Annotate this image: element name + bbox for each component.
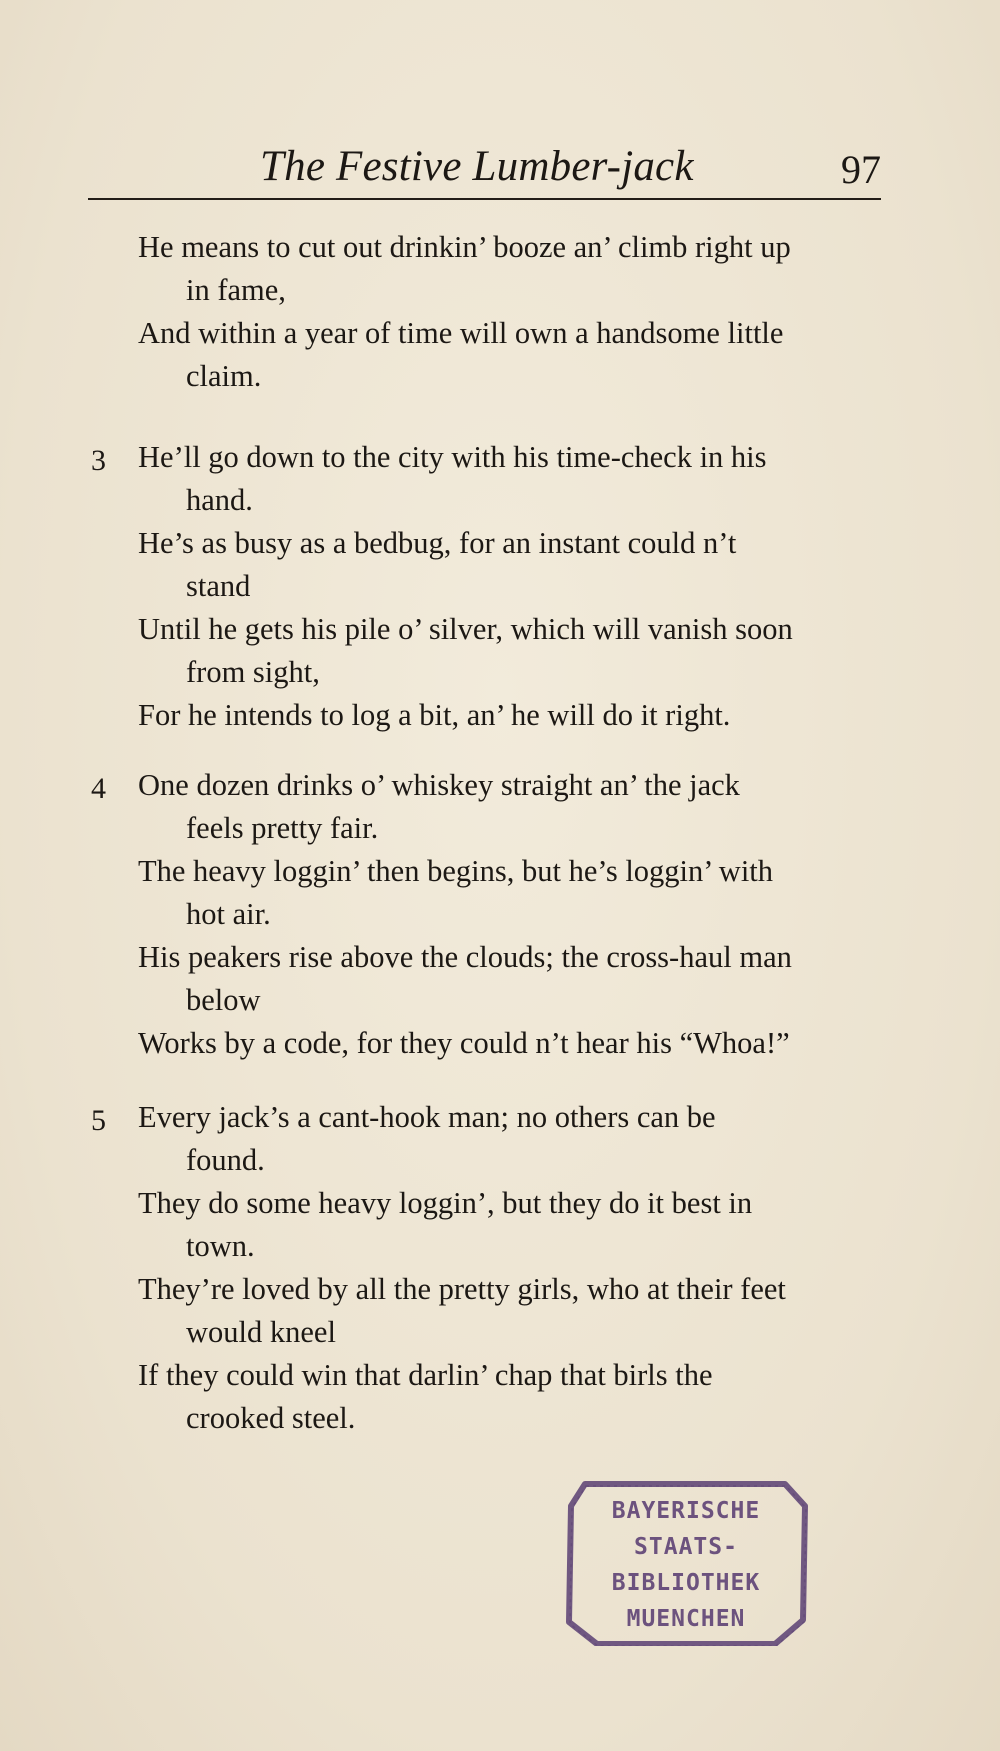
verse-line: For he intends to log a bit, an’ he will do it right. bbox=[138, 698, 731, 732]
verse-line: He means to cut out drinkin’ booze an’ climb right up in fame, bbox=[138, 230, 791, 307]
verse-line: Works by a code, for they could n’t hear his “Whoa!” bbox=[138, 1026, 790, 1060]
verse-line: And within a year of time will own a handsome little claim. bbox=[138, 316, 784, 393]
verse-line: Until he gets his pile o’ silver, which will vanish soon from sight, bbox=[138, 612, 793, 689]
page-number: 97 bbox=[841, 147, 881, 192]
verse-line: They do some heavy loggin’, but they do it best in town. bbox=[138, 1186, 753, 1263]
verse-line: He’s as busy as a bedbug, for an instant could n’t stand bbox=[138, 526, 737, 603]
running-header bbox=[88, 136, 881, 200]
verse-line: He’ll go down to the city with his time-check in his hand. bbox=[138, 440, 767, 517]
verse-line: They’re loved by all the pretty girls, who at their feet would kneel bbox=[138, 1272, 786, 1349]
stamp-line: BAYERISCHE bbox=[611, 1498, 761, 1524]
verse-line: His peakers rise above the clouds; the cross-haul man below bbox=[138, 940, 792, 1017]
stanza-number: 5 bbox=[91, 1104, 106, 1137]
stanza-number: 3 bbox=[91, 444, 106, 477]
running-title: The Festive Lumber-jack bbox=[260, 143, 694, 190]
stamp-line: STAATS- bbox=[634, 1534, 738, 1560]
verse-line: If they could win that darlin’ chap that birls the crooked steel. bbox=[138, 1358, 713, 1435]
stanza-number: 4 bbox=[91, 772, 106, 805]
library-stamp bbox=[563, 1476, 809, 1646]
verse-line: The heavy loggin’ then begins, but he’s loggin’ with hot air. bbox=[138, 854, 774, 931]
verse-line: One dozen drinks o’ whiskey straight an’ the jack feels pretty fair. bbox=[138, 768, 740, 845]
stamp-line: MUENCHEN bbox=[626, 1606, 746, 1632]
verse-line: Every jack’s a cant-hook man; no others can be found. bbox=[138, 1100, 716, 1177]
stamp-line: BIBLIOTHEK bbox=[611, 1570, 761, 1596]
